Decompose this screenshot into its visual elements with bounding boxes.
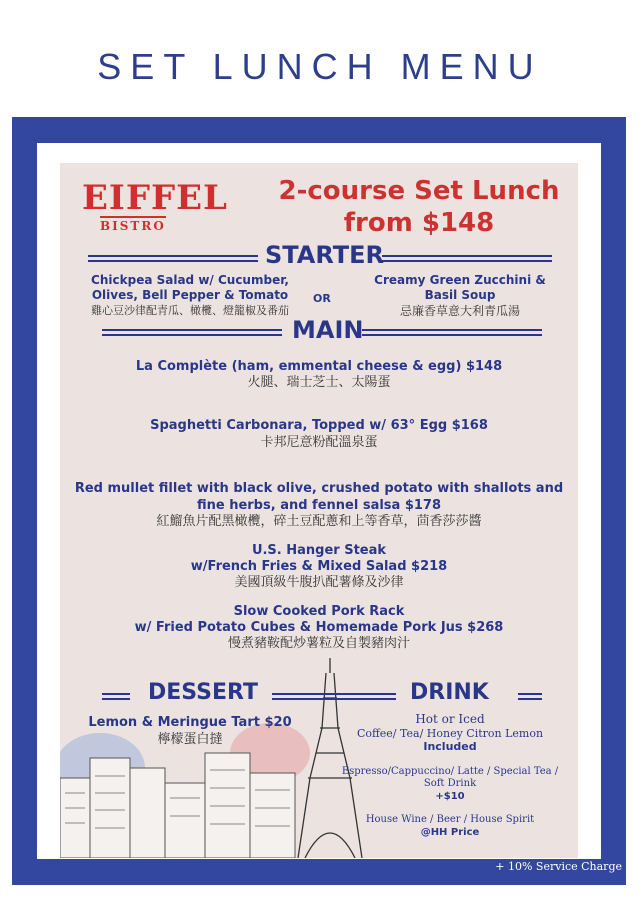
main-item-5-line2: w/ Fried Potato Cubes & Homemade Pork Jus $268 <box>134 620 504 635</box>
logo-main-text: EIFFEL <box>82 178 228 218</box>
main-item-3-line1: Red mullet fillet with black olive, crushed potato with shallots and <box>74 481 564 496</box>
drink-heading: DRINK <box>410 680 489 705</box>
logo-sub-text: BISTRO <box>100 216 166 233</box>
main-item-3-zh: 紅鰡魚片配黑橄欖，碎土豆配蔥和上等香草，茴香莎莎醬 <box>156 514 482 529</box>
headline-line1: 2-course Set Lunch <box>278 176 560 206</box>
starter-right-zh: 忌廉香草意大利青瓜湯 <box>399 304 520 318</box>
main-rule-right <box>362 329 542 336</box>
starter-or: OR <box>313 292 331 305</box>
starter-rule-right <box>382 255 552 262</box>
dessert-rule-right <box>272 693 380 700</box>
main-heading: MAIN <box>292 316 364 344</box>
drink-group-2-line3: +$10 <box>435 791 465 802</box>
dessert-heading: DESSERT <box>148 680 258 705</box>
starter-left-line2: Olives, Bell Pepper & Tomato <box>91 288 289 302</box>
main-rule-left <box>102 329 282 336</box>
eiffel-bistro-logo <box>82 178 228 234</box>
starter-heading: STARTER <box>265 241 385 269</box>
main-item-1: La Complète (ham, emmental cheese & egg) $148 <box>135 359 503 374</box>
drink-group-1-line2: Coffee/ Tea/ Honey Citron Lemon <box>356 727 544 740</box>
dessert-item: Lemon & Meringue Tart $20 <box>88 715 292 730</box>
drink-group-3-line1: House Wine / Beer / House Spirit <box>365 814 535 825</box>
starter-right-line1: Creamy Green Zucchini & <box>374 273 546 287</box>
drink-group-1-line1: Hot or Iced <box>415 712 485 726</box>
page-title: SET LUNCH MENU <box>97 46 543 87</box>
dessert-item-zh: 檸檬蛋白撻 <box>157 732 223 747</box>
dessert-rule-left <box>102 693 130 700</box>
main-item-3-line2: fine herbs, and fennel salsa $178 <box>196 498 442 513</box>
starter-left-zh: 雞心豆沙律配青瓜、橄欖、燈籠椒及番茄 <box>91 304 289 317</box>
starter-left-line1: Chickpea Salad w/ Cucumber, <box>91 273 289 287</box>
main-item-1-zh: 火腿、瑞士芝士、太陽蛋 <box>247 375 391 390</box>
drink-group-2-line1: Espresso/Cappuccino/ Latte / Special Tea / <box>341 766 559 777</box>
drink-group-2-line2: Soft Drink <box>423 778 477 789</box>
main-item-4-zh: 美國頂級牛腹扒配薯條及沙律 <box>234 575 404 590</box>
drink-group-3-line2: @HH Price <box>420 827 480 838</box>
main-item-4-line2: w/French Fries & Mixed Salad $218 <box>190 559 448 574</box>
starter-right-line2: Basil Soup <box>424 288 496 302</box>
main-item-5-zh: 慢煮豬鞍配炒薯粒及自製豬肉汁 <box>227 636 410 651</box>
main-item-4-line1: U.S. Hanger Steak <box>251 543 387 558</box>
drink-group-1-line3: Included <box>423 740 477 753</box>
set-lunch-headline <box>260 175 578 239</box>
service-charge-note: + 10% Service Charge <box>495 860 622 873</box>
drink-rule-right <box>518 693 542 700</box>
headline-line2: from $148 <box>343 208 495 238</box>
main-item-2-zh: 卡邦尼意粉配溫泉蛋 <box>260 435 378 450</box>
menu-card <box>60 163 578 858</box>
main-item-5-line1: Slow Cooked Pork Rack <box>233 604 405 619</box>
starter-rule-left <box>88 255 258 262</box>
main-item-2: Spaghetti Carbonara, Topped w/ 63° Egg $168 <box>150 418 488 433</box>
drink-rule-left <box>366 693 396 700</box>
